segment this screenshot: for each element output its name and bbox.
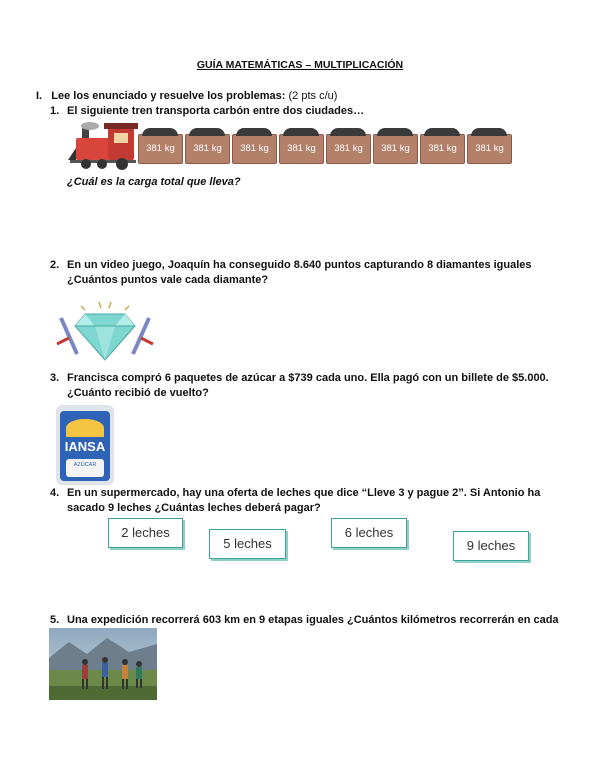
sugar-brand: IANSA <box>64 439 106 454</box>
wagon-label: 381 kg <box>475 143 504 154</box>
question-number: 3. <box>50 372 60 384</box>
wagon-label: 381 kg <box>334 143 363 154</box>
coal-load <box>330 128 366 136</box>
milk-option-box: 5 leches <box>209 529 286 559</box>
question-text: Una expedición recorrerá 603 km en 9 etapas iguales ¿Cuántos kilómetros recorrerán en cada <box>67 614 559 626</box>
question-2 <box>50 258 570 290</box>
question-text: El siguiente tren transporta carbón entre dos ciudades… <box>67 105 365 117</box>
coal-load <box>377 128 413 136</box>
question-number: 4. <box>50 487 60 499</box>
question-4 <box>50 486 570 518</box>
section-text: Lee los enunciado y resuelve los problemas: <box>51 90 286 102</box>
wagon <box>467 134 512 164</box>
wagon-label: 381 kg <box>193 143 222 154</box>
coal-load <box>471 128 507 136</box>
question-5 <box>50 613 580 629</box>
page-title: GUÍA MATEMÁTICAS – MULTIPLICACIÓN <box>196 59 404 71</box>
question-1-subquestion: ¿Cuál es la carga total que lleva? <box>67 176 241 188</box>
wagon <box>420 134 465 164</box>
wagon <box>326 134 371 164</box>
milk-option-box: 9 leches <box>453 531 529 561</box>
hikers-photo <box>49 628 157 700</box>
wagon <box>138 134 183 164</box>
milk-option-box: 6 leches <box>331 518 407 548</box>
milk-option-box: 2 leches <box>108 518 183 548</box>
train-illustration <box>68 122 513 170</box>
coal-load <box>189 128 225 136</box>
section-heading <box>36 90 337 102</box>
wagon <box>185 134 230 164</box>
sugar-label: AZÚCAR <box>66 459 104 477</box>
coal-load <box>142 128 178 136</box>
wagon-label: 381 kg <box>240 143 269 154</box>
coal-load <box>424 128 460 136</box>
question-3 <box>50 371 570 403</box>
locomotive-icon <box>68 122 138 170</box>
sugar-package-image <box>56 405 114 485</box>
question-number: 5. <box>50 614 60 626</box>
wagon-label: 381 kg <box>146 143 175 154</box>
question-1 <box>50 104 570 120</box>
question-text: En un video juego, Joaquín ha conseguido 8.640 puntos capturando 8 diamantes iguales ¿Cuántos puntos vale cada diamante? <box>67 259 532 286</box>
question-text: Francisca compró 6 paquetes de azúcar a $739 cada uno. Ella pagó con un billete de $5.000. ¿Cuánto recibió de vuelto? <box>67 372 549 399</box>
wagon <box>232 134 277 164</box>
question-text: En un supermercado, hay una oferta de leches que dice “Lleve 3 y pague 2”. Si Antonio ha sacado 9 leches ¿Cuántas leches deberá pagar? <box>67 487 541 514</box>
wagon-label: 381 kg <box>381 143 410 154</box>
wagon <box>279 134 324 164</box>
section-points: (2 pts c/u) <box>288 90 338 102</box>
diamond-swords-icon <box>55 300 155 362</box>
question-number: 1. <box>50 105 60 117</box>
question-number: 2. <box>50 259 60 271</box>
coal-load <box>236 128 272 136</box>
section-numeral: I. <box>36 90 43 102</box>
wagon <box>373 134 418 164</box>
wagon-label: 381 kg <box>428 143 457 154</box>
wagon-label: 381 kg <box>287 143 316 154</box>
coal-load <box>283 128 319 136</box>
